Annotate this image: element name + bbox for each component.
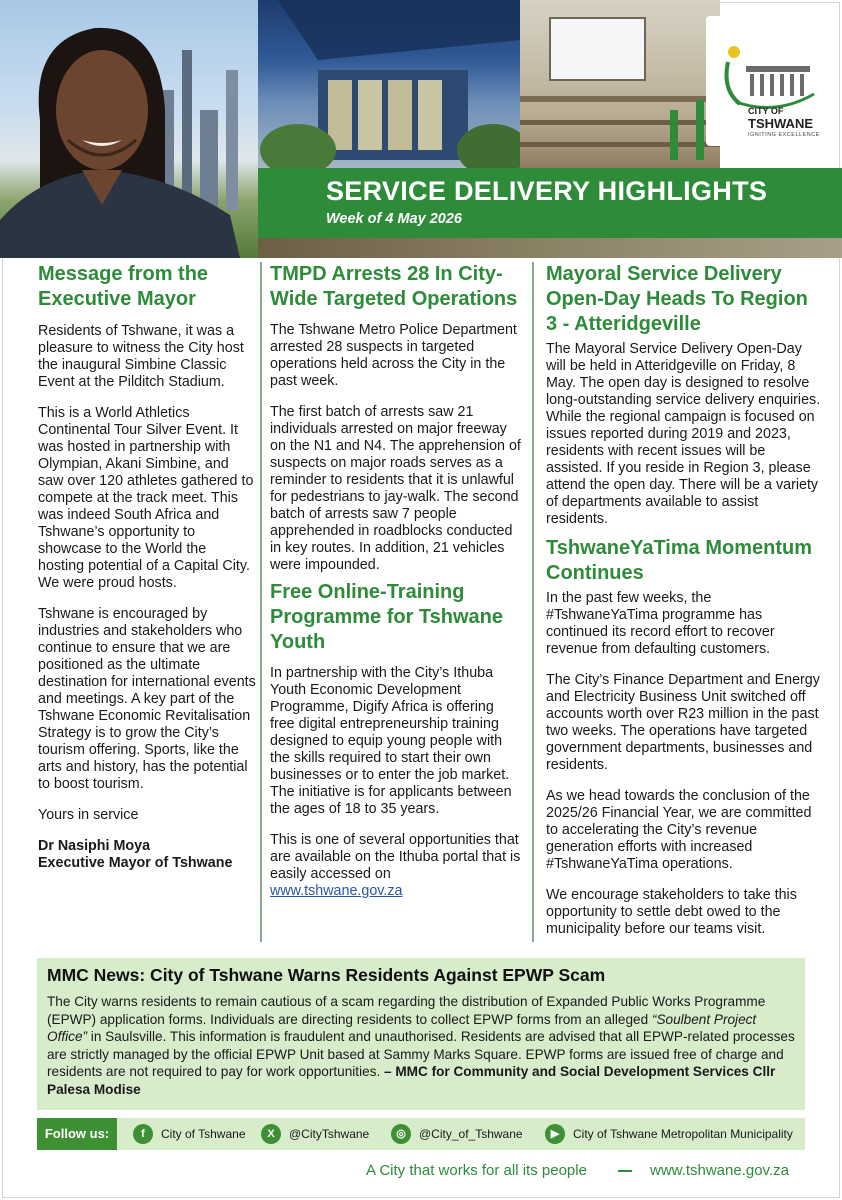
council-chamber-photo — [520, 0, 720, 170]
building-illustration — [258, 0, 520, 170]
signature-title: Executive Mayor of Tshwane — [38, 855, 233, 871]
open-day-heading: Mayoral Service Delivery Open-Day Heads To Region 3 - Atteridgeville — [546, 263, 808, 335]
facebook-icon: f — [133, 1124, 153, 1144]
paragraph: Residents of Tshwane, it was a pleasure to witness the City host the inaugural Simbine Classic Event at the Pilditch Stadium. — [38, 323, 244, 390]
paragraph: The Tshwane Metro Police Department arrested 28 suspects in targeted operations held across the City in the past week. — [270, 322, 517, 389]
facebook-link[interactable] — [133, 1124, 246, 1144]
open-day-column — [546, 262, 822, 938]
paragraph: The City’s Finance Department and Energy and Electricity Business Unit switched off accounts worth over R23 million in the past two weeks. The operations have targeted government departments, businesses and residents. — [546, 672, 820, 773]
banner-underlay — [258, 238, 842, 258]
paragraph: The first batch of arrests saw 21 individuals arrested on major freeway on the N1 and N4. The apprehension of suspects on major roads serves as a reminder to residents that it is unlawful for pedestrians to jay-walk. The second batch of arrests saw 7 people apprehended in roadblocks conducted in key routes. In addition, 21 vehicles were impounded. — [270, 404, 521, 573]
paragraph: The Mayoral Service Delivery Open-Day will be held in Atteridgeville on Friday, 8 May. The open day is designed to resolve long-outstanding service delivery enquiries. While the regional campaign is focused on issues reported during 2019 and 2023, residents with recent issues will be assisted. If you reside in Region 3, please attend the open day. There will be a variety of departments available to assist residents. — [546, 341, 821, 527]
mayor-portrait — [0, 0, 258, 258]
chamber-illustration — [520, 0, 720, 170]
paragraph: Tshwane is encouraged by industries and stakeholders who continue to ensure that we are positioned as the ultimate destination for international events and meetings. A key part of the Tshwane Economic Revitalisation Strategy is to grow the City’s tourism offering. Sports, like the arts and history, has the potential to boost tourism. — [38, 606, 256, 792]
banner-title: SERVICE DELIVERY HIGHLIGHTS — [326, 176, 768, 206]
social-follow-bar — [37, 1118, 805, 1150]
column-divider — [260, 262, 262, 942]
tmpd-heading: TMPD Arrests 28 In City-Wide Targeted Operations — [270, 263, 518, 310]
youtube-text: City of Tshwane Metropolitan Municipality — [573, 1127, 793, 1141]
website-link[interactable]: www.tshwane.gov.za — [270, 883, 403, 899]
tmpd-column — [270, 262, 522, 900]
x-icon: X — [261, 1124, 281, 1144]
paragraph: Yours in service — [38, 807, 139, 823]
building-photo — [258, 0, 520, 170]
mmc-news-italic: “Soulbent Project Office” — [47, 1011, 757, 1044]
mmc-news-text: in Saulsville. This information is fraudulent and unauthorised. Residents are advised that all EPWP-related processes are strictly managed by the official EPWP Unit based at Sammy Marks Square. EPWP forms are issued free of charge and residents are not required to pay for work opportunities. — [47, 1029, 795, 1079]
mayor-photo — [0, 0, 258, 258]
mmc-news-attribution: – MMC for Community and Social Development Services Cllr Palesa Modise — [47, 1064, 776, 1097]
city-of-tshwane-logo — [706, 16, 836, 146]
mmc-news-box — [37, 958, 805, 1110]
instagram-text: @City_of_Tshwane — [419, 1127, 523, 1141]
mmc-news-title: MMC News: City of Tshwane Warns Residents Against EPWP Scam — [47, 965, 606, 985]
paragraph: As we head towards the conclusion of the 2025/26 Financial Year, we are committed to accelerating the City’s revenue generation efforts with increased #TshwaneYaTima operations. — [546, 788, 812, 872]
mmc-news-body — [47, 993, 795, 1098]
facebook-text: City of Tshwane — [161, 1127, 246, 1141]
paragraph: We encourage stakeholders to take this opportunity to settle debt owed to the municipality before our teams visit. — [546, 887, 797, 937]
mayor-message-column — [38, 262, 256, 872]
paragraph: In partnership with the City’s Ithuba Youth Economic Development Programme, Digify Africa is offering free digital entrepreneurship training designed to equip young people with the skills required to start their own businesses or to enter the job market. The initiative is for applicants between the ages of 18 to 35 years. — [270, 665, 512, 817]
logo-line1: CITY OF — [748, 106, 784, 116]
paragraph: This is one of several opportunities that are available on the Ithuba portal that is easily accessed on — [270, 832, 521, 882]
logo-tagline: IGNITING EXCELLENCE — [748, 132, 820, 138]
youtube-icon: ▶ — [545, 1124, 565, 1144]
x-link[interactable] — [261, 1124, 369, 1144]
yatima-heading: TshwaneYaTima Momentum Continues — [546, 537, 812, 584]
mmc-news-text: The City warns residents to remain cautious of a scam regarding the distribution of Expanded Public Works Programme (EPWP) application forms. Individuals are directing residents to collect EPWP forms from an alleged — [47, 994, 766, 1027]
paragraph: This is a World Athletics Continental Tour Silver Event. It was hosted in partnership with Olympian, Akani Simbine, and saw over 120 athletes gathered to compete at the track meet. This was indeed South Africa and Tshwane’s opportunity to showcase to the World the hosting potential of a Capital City. We were proud hosts. — [38, 405, 254, 591]
newsletter-header — [0, 0, 842, 258]
instagram-icon: ◎ — [391, 1124, 411, 1144]
logo-line2: TSHWANE — [748, 116, 813, 131]
youtube-link[interactable] — [545, 1124, 793, 1144]
follow-label: Follow us: — [37, 1118, 117, 1150]
paragraph: In the past few weeks, the #TshwaneYaTima programme has continued its record effort to recover revenue from defaulting customers. — [546, 590, 775, 657]
column-divider — [532, 262, 534, 942]
signature-name: Dr Nasiphi Moya — [38, 838, 151, 854]
mayor-message-heading: Message from the Executive Mayor — [38, 263, 209, 310]
footer-tagline: A City that works for all its people — [366, 1162, 587, 1179]
training-heading: Free Online-Training Programme for Tshwane Youth — [270, 581, 504, 653]
banner-week: Week of 4 May 2026 — [326, 211, 462, 227]
instagram-link[interactable] — [391, 1124, 523, 1144]
footer-dash — [618, 1170, 632, 1172]
x-text: @CityTshwane — [289, 1127, 370, 1141]
footer-website-link[interactable]: www.tshwane.gov.za — [650, 1162, 789, 1179]
